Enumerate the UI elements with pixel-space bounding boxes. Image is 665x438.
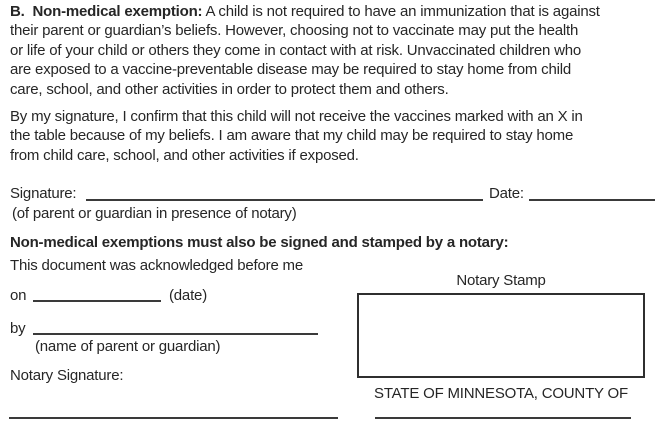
date-fill-line[interactable] <box>529 199 655 201</box>
notary-signature-fill-line[interactable] <box>9 417 338 419</box>
signature-label: Signature: <box>10 185 77 202</box>
notary-stamp-label: Notary Stamp <box>456 272 546 289</box>
section-b-body-line: are exposed to a vaccine-preventable disease may be required to stay home from child <box>10 61 572 79</box>
section-b-paragraph <box>10 2 600 99</box>
date-hint-label: (date) <box>169 287 207 304</box>
by-name-fill-line[interactable] <box>33 333 318 335</box>
confirmation-line: By my signature, I confirm that this child will not receive the vaccines marked with an X in <box>10 108 583 125</box>
confirmation-paragraph <box>10 107 583 165</box>
section-b-body-line: or life of your child or others they come in contact with at risk. Unvaccinated children who <box>10 41 582 59</box>
county-fill-line[interactable] <box>375 417 631 419</box>
paragraph-line <box>10 2 600 21</box>
name-caption: (name of parent or guardian) <box>35 338 221 355</box>
section-b-body-line: A child is not required to have an immunization that is against <box>202 3 600 20</box>
notary-stamp-box[interactable] <box>357 293 645 378</box>
on-label: on <box>10 287 27 304</box>
acknowledgment-text: This document was acknowledged before me <box>10 257 303 274</box>
date-label: Date: <box>489 185 524 202</box>
notary-signature-label: Notary Signature: <box>10 367 124 384</box>
on-date-fill-line[interactable] <box>33 300 161 302</box>
section-b-heading: B. Non-medical exemption: <box>10 3 203 20</box>
state-county-label: STATE OF MINNESOTA, COUNTY OF <box>374 385 628 402</box>
signature-caption: (of parent or guardian in presence of notary) <box>12 205 297 222</box>
by-label: by <box>10 320 26 337</box>
notary-requirement-heading: Non-medical exemptions must also be signed and stamped by a notary: <box>10 234 509 251</box>
confirmation-line: from child care, school, and other activities if exposed. <box>10 146 359 164</box>
section-b-body-line: their parent or guardian’s beliefs. However, choosing not to vaccinate may put the health <box>10 22 579 40</box>
section-b-body-line: care, school, and other activities in order to protect them and others. <box>10 80 449 98</box>
confirmation-line: the table because of my beliefs. I am aware that my child may be required to stay home <box>10 127 574 145</box>
signature-fill-line[interactable] <box>86 199 483 201</box>
